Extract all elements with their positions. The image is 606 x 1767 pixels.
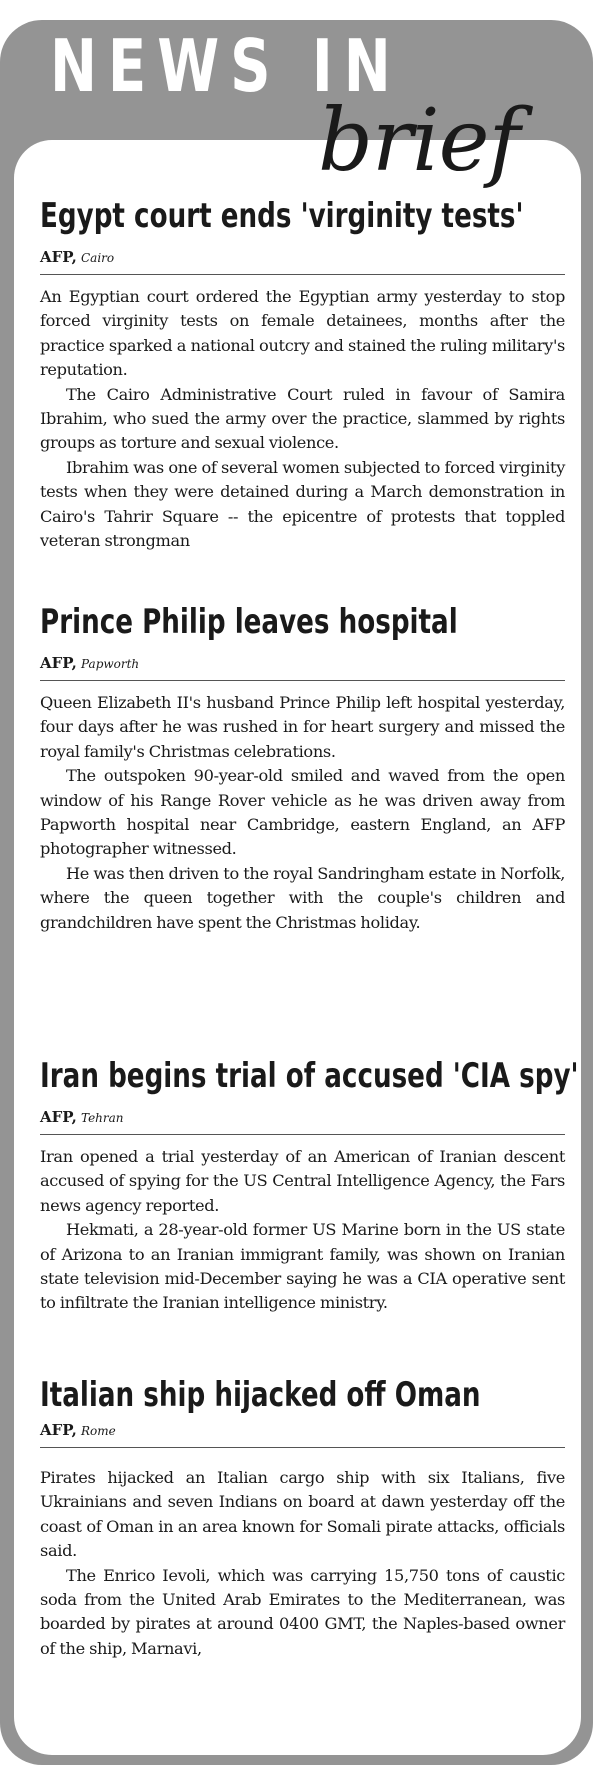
article-prince-philip <box>40 602 565 935</box>
article-paragraph: The Cairo Administrative Court ruled in favour of Samira Ibrahim, who sued the army over the practice, slammed by rights groups as torture and sexual violence. <box>40 384 565 453</box>
article-italian-ship <box>40 1375 565 1661</box>
article-paragraph: Pirates hijacked an Italian cargo ship with six Italians, five Ukrainians and seven Indians on board at dawn yesterday off the coast of Oman in an area known for Somali pirate attacks, officials said. <box>40 1468 565 1561</box>
article-paragraph: Ibrahim was one of several women subjected to forced virginity tests when they were detained during a March demonstration in Cairo's Tahrir Square -- the epicentre of protests that toppled veteran strongman <box>40 457 565 551</box>
article-headline: Egypt court ends 'virginity tests' <box>40 196 524 236</box>
article-paragraph: Iran opened a trial yesterday of an American of Iranian descent accused of spying for the US Central Intelligence Agency, the Fars news agency reported. <box>40 1147 565 1215</box>
article-paragraph: The Enrico Ievoli, which was carrying 15,750 tons of caustic soda from the United Arab Emirates to the Mediterranean, was boarded by pirates at around 0400 GMT, the Naples-based owner of the ship, Marnavi, <box>40 1565 565 1658</box>
article-iran <box>40 1056 579 1316</box>
article-body <box>40 1145 565 1316</box>
article-body <box>40 1466 565 1661</box>
article-byline <box>40 248 565 275</box>
article-byline <box>40 1421 565 1448</box>
article-byline <box>40 1108 565 1135</box>
article-paragraph: An Egyptian court ordered the Egyptian army yesterday to stop forced virginity tests on female detainees, months after the practice sparked a national outcry and stained the ruling military's reputation. <box>40 287 565 380</box>
article-paragraph: Queen Elizabeth II's husband Prince Philip left hospital yesterday, four days after he was rushed in for heart surgery and missed the royal family's Christmas celebrations. <box>40 693 565 761</box>
article-headline: Iran begins trial of accused 'CIA spy' <box>40 1056 579 1096</box>
article-paragraph: The outspoken 90-year-old smiled and waved from the open window of his Range Rover vehicle as he was driven away from Papworth hospital near Cambridge, eastern England, an AFP photographer witnessed. <box>40 766 565 859</box>
article-headline: Italian ship hijacked off Oman <box>40 1375 481 1415</box>
section-title-brief: brief <box>318 91 520 191</box>
byline-city: Tehran <box>81 1111 124 1125</box>
byline-agency: AFP, <box>40 1421 77 1439</box>
article-paragraph: Hekmati, a 28-year-old former US Marine born in the US state of Arizona to an Iranian immigrant family, was shown on Iranian state television mid-December saying he was a CIA operative sent to infiltrate the Iranian intelligence ministry. <box>40 1220 565 1313</box>
article-headline: Prince Philip leaves hospital <box>40 602 458 642</box>
article-body <box>40 691 565 935</box>
byline-agency: AFP, <box>40 248 77 266</box>
byline-city: Papworth <box>81 657 140 671</box>
article-paragraph: He was then driven to the royal Sandringham estate in Norfolk, where the queen together with the couple's children and grandchildren have spent the Christmas holiday. <box>40 863 565 932</box>
byline-agency: AFP, <box>40 654 77 672</box>
byline-agency: AFP, <box>40 1108 77 1126</box>
byline-city: Rome <box>81 1424 116 1438</box>
section-title-news-in: NEWS IN <box>50 24 402 108</box>
article-body <box>40 285 565 553</box>
article-byline <box>40 654 565 681</box>
byline-city: Cairo <box>81 251 115 265</box>
article-egypt <box>40 196 565 553</box>
